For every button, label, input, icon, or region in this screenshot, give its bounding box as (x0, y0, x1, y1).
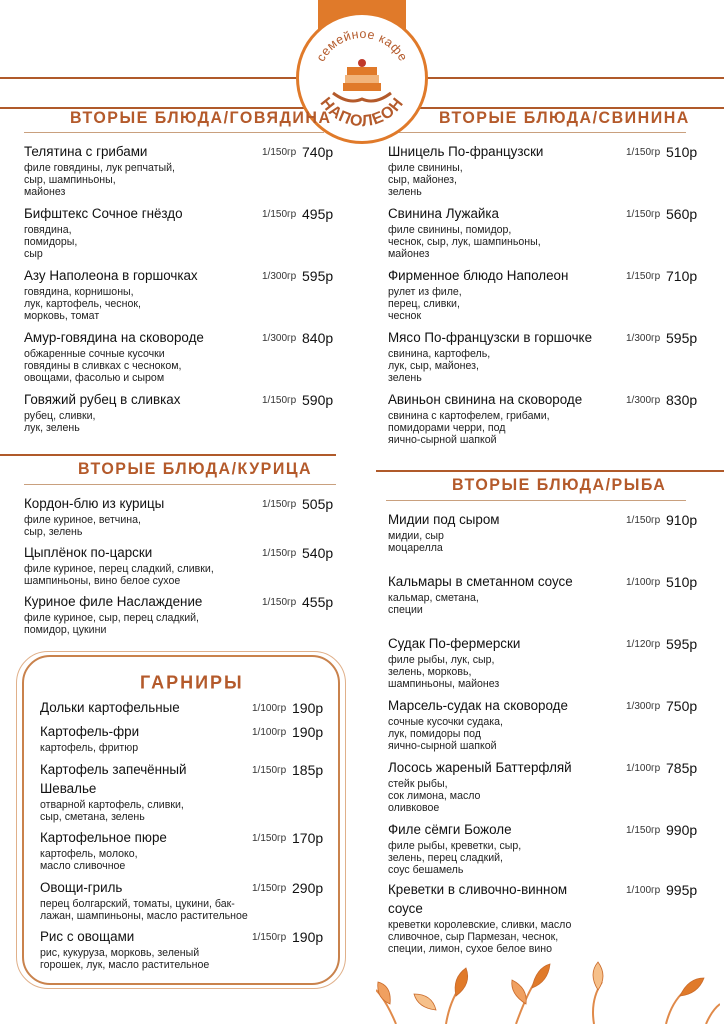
dish-description-line: зелень, перец сладкий, (388, 852, 503, 865)
dish-description-line: филе свинины, помидор, (388, 224, 512, 236)
dish-description-line: обжаренные сочные кусочки (24, 348, 165, 360)
dish-price: 595р (302, 268, 334, 284)
dish-weight: 1/300гр (626, 395, 661, 406)
dish-description-line: свинина, картофель, (388, 348, 491, 360)
dish-name: Рис с овощами (40, 929, 135, 944)
dish-weight: 1/100гр (252, 727, 287, 738)
dish-description-line: рубец, сливки, (24, 410, 96, 422)
dish-description-line: специи (388, 604, 423, 617)
dish-price: 510р (666, 144, 698, 160)
dish-description-line: помидорами черри, под (388, 422, 506, 435)
dish-name: Картофель-фри (40, 724, 140, 739)
dish-description-line: отварной картофель, сливки, (40, 799, 184, 811)
dish-description-line: моцарелла (388, 542, 443, 555)
fish-menu-item (388, 760, 700, 815)
svg-text:семейное кафе (314, 27, 411, 64)
dish-price: 995р (666, 882, 698, 898)
pork-menu-item (388, 144, 700, 199)
garnish-menu-item (40, 700, 326, 718)
dish-description-line: горошек, лук, масло растительное (40, 959, 210, 972)
dish-name: Картофель запечённый (40, 762, 187, 777)
dish-description-line: лук, сыр, майонез, (388, 360, 479, 373)
dish-description-line: шампиньоны, майонез (388, 678, 500, 691)
dish-description-line: стейк рыбы, (388, 778, 448, 790)
fish-menu-item (388, 822, 700, 877)
dish-price: 510р (666, 574, 698, 590)
dish-name: Фирменное блюдо Наполеон (388, 268, 569, 283)
dish-name: Картофельное пюре (40, 830, 167, 845)
fish-bottom-rule (386, 500, 686, 501)
garnish-section-title: ГАРНИРЫ (140, 671, 244, 693)
chicken-bottom-rule (24, 484, 336, 485)
dish-name-continued: Шевалье (40, 781, 97, 796)
dish-price: 185р (292, 762, 324, 778)
dish-name: Дольки картофельные (40, 700, 180, 715)
dish-weight: 1/150гр (262, 147, 297, 158)
dish-description-line: мидии, сыр (388, 530, 444, 542)
garnish-menu-item (40, 762, 326, 823)
dish-name: Филе сёмги Божоле (388, 822, 512, 837)
dish-price: 710р (666, 268, 698, 284)
dish-description-line: сок лимона, масло (388, 790, 481, 803)
dish-weight: 1/150гр (262, 395, 297, 406)
dish-price: 190р (292, 929, 324, 945)
garnish-menu-item (40, 929, 326, 971)
dish-price: 190р (292, 724, 324, 740)
fish-menu-item (388, 636, 700, 691)
dish-description-line: филе куриное, перец сладкий, сливки, (24, 563, 214, 575)
dish-description-line: картофель, фритюр (40, 742, 139, 754)
chicken-menu-item (24, 545, 336, 587)
beef-menu-item (24, 330, 336, 385)
dish-weight: 1/100гр (626, 885, 661, 896)
dish-description-line: филе куриное, сыр, перец сладкий, (24, 612, 199, 624)
dish-description-line: масло сливочное (40, 860, 126, 873)
pork-menu-item (388, 330, 700, 385)
dish-price: 505р (302, 496, 334, 512)
dish-description-line: яично-сырной шапкой (388, 740, 497, 753)
dish-description-line: перец болгарский, томаты, цукини, бак- (40, 898, 235, 910)
dish-name: Судак По-фермерски (388, 636, 521, 651)
garnish-menu-item (40, 724, 326, 754)
fish-section-title: ВТОРЫЕ БЛЮДА/РЫБА (452, 476, 667, 495)
dish-description-line: соус бешамель (388, 864, 464, 877)
dish-description-line: филе свинины, (388, 162, 463, 174)
dish-price: 170р (292, 830, 324, 846)
dish-weight: 1/150гр (262, 597, 297, 608)
pork-section-title: ВТОРЫЕ БЛЮДА/СВИНИНА (439, 109, 690, 128)
dish-price: 595р (666, 636, 698, 652)
dish-weight: 1/150гр (252, 883, 287, 894)
dish-description-line: сливочное, сыр Пармезан, чеснок, (388, 931, 559, 944)
dish-weight: 1/150гр (262, 209, 297, 220)
dish-price: 840р (302, 330, 334, 346)
dish-description-line: говядина, корнишоны, (24, 286, 134, 298)
dish-name: Цыплёнок по-царски (24, 545, 153, 560)
dish-price: 910р (666, 512, 698, 528)
dish-description-line: чеснок (388, 310, 422, 323)
dish-price: 830р (666, 392, 698, 408)
dish-weight: 1/150гр (626, 271, 661, 282)
fish-menu-item (388, 698, 700, 753)
dish-description-line: лук, зелень (24, 422, 80, 435)
dish-description-line: специи, лимон, сухое белое вино (388, 943, 553, 956)
fish-menu-item (388, 512, 700, 554)
dish-weight: 1/150гр (252, 932, 287, 943)
chicken-top-rule (0, 454, 336, 456)
dish-weight: 1/150гр (252, 765, 287, 776)
beef-menu-item (24, 268, 336, 323)
leaves-ornament-icon (376, 960, 720, 1024)
dish-price: 785р (666, 760, 698, 776)
chicken-section-title: ВТОРЫЕ БЛЮДА/КУРИЦА (78, 460, 313, 479)
dish-name: Кальмары в сметанном соусе (388, 574, 573, 589)
dish-name: Овощи-гриль (40, 880, 123, 895)
fish-menu-item (388, 574, 700, 616)
dish-description-line: лажан, шампиньоны, масло растительное (40, 910, 248, 923)
dish-description-line: оливковое (388, 802, 440, 815)
dish-description-line: филе говядины, лук репчатый, (24, 162, 175, 174)
dish-description-line: сыр, сметана, зелень (40, 811, 145, 824)
dish-price: 495р (302, 206, 334, 222)
dish-description-line: лук, помидоры под (388, 728, 481, 741)
logo-top-text: семейное кафе (313, 26, 411, 64)
header-divider-left (0, 77, 318, 79)
pork-menu-item (388, 268, 700, 323)
dish-description-line: зелень, морковь, (388, 666, 472, 679)
logo-bottom-text: НАПОЛЕОН (316, 94, 408, 131)
dish-weight: 1/100гр (626, 577, 661, 588)
dish-description-line: помидоры, (24, 236, 78, 249)
dish-description-line: сыр, зелень (24, 526, 83, 539)
garnish-menu-item (40, 830, 326, 872)
dish-weight: 1/100гр (252, 703, 287, 714)
dish-name: Шницель По-французски (388, 144, 544, 159)
cake-icon (333, 59, 391, 101)
fish-top-rule (376, 470, 724, 472)
dish-weight: 1/300гр (626, 701, 661, 712)
dish-weight: 1/150гр (626, 147, 661, 158)
pork-bottom-rule (386, 132, 686, 133)
chicken-menu-item (24, 496, 336, 538)
dish-description-line: перец, сливки, (388, 298, 460, 311)
dish-price: 455р (302, 594, 334, 610)
dish-weight: 1/300гр (262, 333, 297, 344)
dish-description-line: морковь, томат (24, 310, 100, 323)
beef-menu-item (24, 392, 336, 434)
fish-menu-item (388, 882, 700, 956)
dish-description-line: сыр, майонез, (388, 174, 457, 187)
pork-menu-item (388, 206, 700, 261)
beef-section-title: ВТОРЫЕ БЛЮДА/ГОВЯДИНА (70, 109, 332, 128)
dish-weight: 1/100гр (626, 763, 661, 774)
dish-description-line: филе рыбы, креветки, сыр, (388, 840, 522, 852)
dish-name: Лосось жареный Баттерфляй (388, 760, 572, 775)
dish-price: 740р (302, 144, 334, 160)
beef-bottom-rule (24, 132, 324, 133)
dish-price: 990р (666, 822, 698, 838)
dish-description-line: картофель, молоко, (40, 848, 138, 860)
beef-menu-item (24, 206, 336, 261)
dish-description-line: сыр (24, 248, 43, 261)
dish-price: 595р (666, 330, 698, 346)
dish-name: Авиньон свинина на сковороде (388, 392, 583, 407)
dish-name: Марсель-судак на сковороде (388, 698, 568, 713)
dish-name: Куриное филе Наслаждение (24, 594, 203, 609)
dish-description-line: зелень (388, 372, 422, 385)
dish-description-line: креветки королевские, сливки, масло (388, 919, 572, 931)
dish-weight: 1/150гр (262, 499, 297, 510)
dish-name: Мидии под сыром (388, 512, 500, 527)
dish-description-line: чеснок, сыр, лук, шампиньоны, (388, 236, 541, 249)
dish-price: 290р (292, 880, 324, 896)
dish-description-line: лук, картофель, чеснок, (24, 298, 141, 311)
dish-name: Телятина с грибами (24, 144, 148, 159)
chicken-menu-item (24, 594, 336, 636)
dish-weight: 1/300гр (626, 333, 661, 344)
dish-description-line: филе рыбы, лук, сыр, (388, 654, 495, 666)
garnish-menu-item (40, 880, 326, 922)
dish-weight: 1/150гр (252, 833, 287, 844)
dish-name: Свинина Лужайка (388, 206, 499, 221)
beef-menu-item (24, 144, 336, 199)
dish-price: 560р (666, 206, 698, 222)
dish-price: 590р (302, 392, 334, 408)
dish-name: Бифштекс Сочное гнёздо (24, 206, 183, 221)
dish-description-line: говядина, (24, 224, 72, 236)
dish-weight: 1/150гр (626, 209, 661, 220)
header-divider-right (406, 77, 724, 79)
dish-weight: 1/150гр (626, 515, 661, 526)
dish-weight: 1/300гр (262, 271, 297, 282)
dish-description-line: майонез (388, 248, 430, 261)
dish-description-line: рис, кукуруза, морковь, зеленый (40, 947, 200, 959)
dish-description-line: яично-сырной шапкой (388, 434, 497, 447)
dish-description-line: шампиньоны, вино белое сухое (24, 575, 181, 588)
dish-weight: 1/120гр (626, 639, 661, 650)
pork-menu-item (388, 392, 700, 447)
dish-name-continued: соусе (388, 901, 423, 916)
dish-price: 190р (292, 700, 324, 716)
dish-description-line: сыр, шампиньоны, (24, 174, 116, 187)
dish-name: Азу Наполеона в горшочках (24, 268, 198, 283)
dish-description-line: помидор, цукини (24, 624, 107, 637)
dish-weight: 1/150гр (262, 548, 297, 559)
dish-description-line: сочные кусочки судака, (388, 716, 503, 728)
dish-description-line: рулет из филе, (388, 286, 462, 298)
dish-weight: 1/150гр (626, 825, 661, 836)
dish-description-line: свинина с картофелем, грибами, (388, 410, 550, 422)
dish-description-line: кальмар, сметана, (388, 592, 479, 604)
dish-description-line: майонез (24, 186, 66, 199)
dish-description-line: овощами, фасолью и сыром (24, 372, 165, 385)
dish-price: 540р (302, 545, 334, 561)
dish-price: 750р (666, 698, 698, 714)
dish-description-line: говядины в сливках с чесноком, (24, 360, 182, 373)
dish-name: Мясо По-французски в горшочке (388, 330, 593, 345)
dish-name: Кордон-блю из курицы (24, 496, 165, 511)
dish-description-line: филе куриное, ветчина, (24, 514, 141, 526)
dish-name: Амур-говядина на сковороде (24, 330, 204, 345)
dish-name: Говяжий рубец в сливках (24, 392, 181, 407)
dish-description-line: зелень (388, 186, 422, 199)
dish-name: Креветки в сливочно-винном (388, 882, 568, 897)
